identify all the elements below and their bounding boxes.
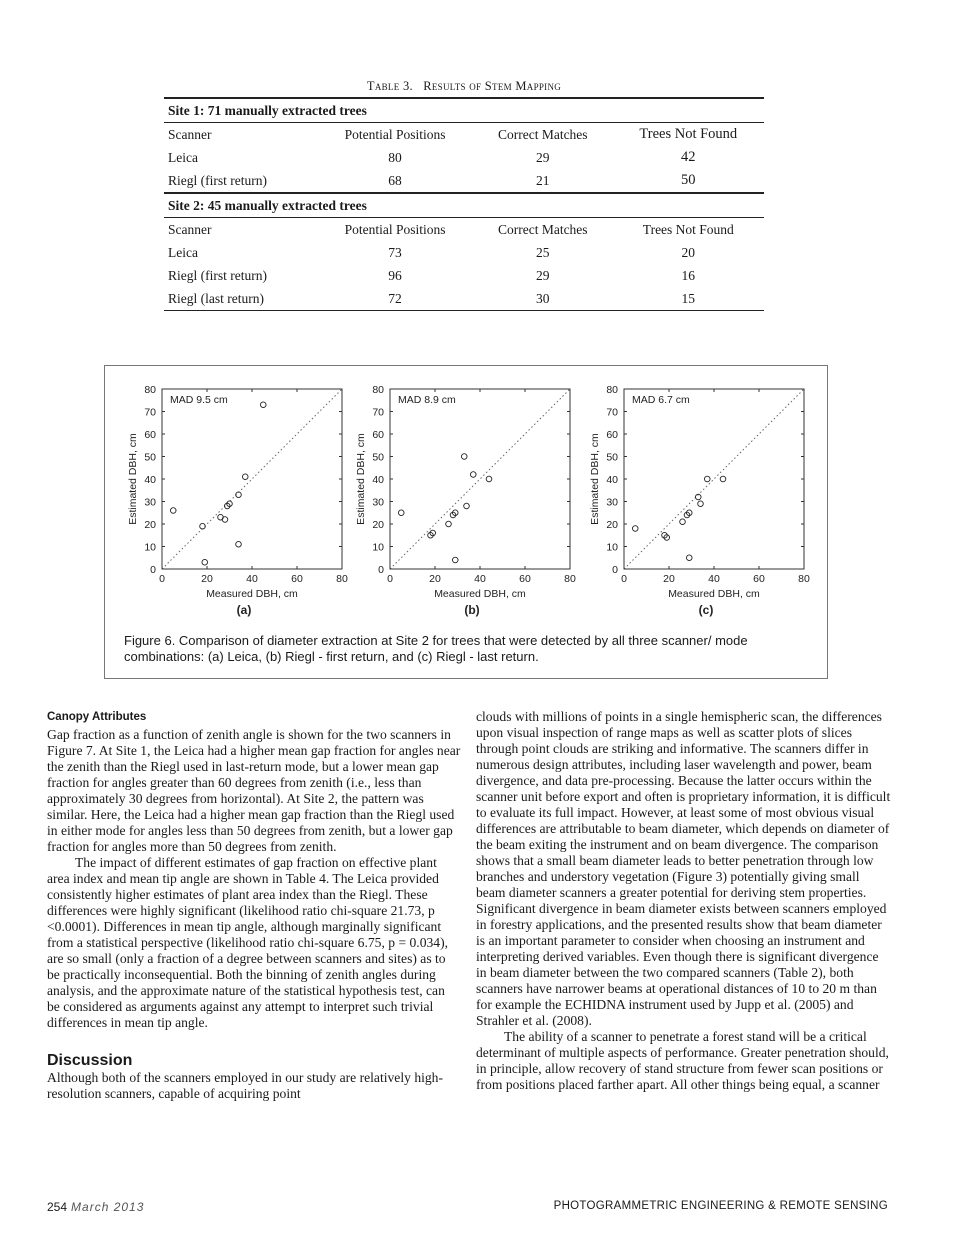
table-header-cell: Scanner <box>164 123 317 147</box>
x-tick-label: 60 <box>519 573 531 585</box>
x-tick-label: 60 <box>753 573 765 585</box>
y-tick-label: 20 <box>144 519 156 531</box>
table-cell: 80 <box>388 149 402 165</box>
data-point <box>202 559 208 565</box>
table-site-row <box>164 193 764 218</box>
data-point <box>260 402 266 408</box>
site1-title: Site 1: 71 manually extracted trees <box>164 98 764 123</box>
y-tick-label: 10 <box>144 541 156 554</box>
y-tick-label: 30 <box>372 496 384 509</box>
one-to-one-line <box>624 389 804 569</box>
site2-title: Site 2: 45 manually extracted trees <box>164 193 764 218</box>
section-heading-canopy: Canopy Attributes <box>47 711 147 723</box>
data-point <box>461 454 467 460</box>
section-heading-discussion: Discussion <box>47 1052 133 1069</box>
mad-annotation: MAD 9.5 cm <box>170 394 228 406</box>
x-tick-label: 20 <box>429 573 441 585</box>
y-tick-label: 50 <box>606 451 618 464</box>
right-text-column <box>476 709 892 1093</box>
figure-6-scatter-plots <box>104 365 828 630</box>
table-cell: 96 <box>388 267 402 283</box>
x-tick-label: 0 <box>621 573 627 585</box>
panel-label: (b) <box>464 603 480 617</box>
x-tick-label: 40 <box>474 573 486 585</box>
table-caption-number: Table 3. <box>366 79 413 93</box>
table-cell: 20 <box>681 244 696 260</box>
data-point <box>632 526 638 532</box>
table-header-cell: Trees Not Found <box>613 218 764 242</box>
one-to-one-line <box>390 389 570 569</box>
table-cell: Leica <box>168 244 198 260</box>
table-cell: Riegl (first return) <box>168 172 267 188</box>
table-row <box>164 241 764 264</box>
x-tick-label: 0 <box>159 573 165 585</box>
data-point <box>170 508 176 514</box>
y-tick-label: 40 <box>606 474 618 486</box>
data-point <box>236 541 242 547</box>
table-cell: 50 <box>681 172 696 188</box>
table-header-cell: Correct Matches <box>473 218 613 242</box>
table-row <box>164 169 764 193</box>
y-axis-label: Estimated DBH, cm <box>589 433 601 525</box>
issue-date: March 2013 <box>71 1200 145 1214</box>
x-tick-label: 20 <box>201 573 213 585</box>
x-tick-label: 40 <box>708 573 720 585</box>
paragraph: clouds with millions of points in a single hemispheric scan, the differences upon visual inspection of range maps as well as scatter plots of slices through point clouds are striking and informative. The scanners differ in numerous design attributes, including laser wavelength and power, beam divergence, and data pre-processing. Because the latter occurs within the scanner unit before export and often is proprietary information, it is difficult to evaluate its full impact. However, at least some of most obvious visual differences are attributable to beam diameter, which depends on diameter of the beam exiting the instrument and on beam divergence. The comparison shows that a small beam diameter leads to better penetration through low branches and understory vegetation (Figure 3) potentially giving small beam diameter scanners a greater potential for deriving stem properties. Significant divergence in beam diameter exists between scanners employed in forestry applications, and the presented results show that beam diameter is an important parameter to consider when choosing an instrument and interpreting derived variables. Even though there is significant divergence in beam diameter between the two compared scanners (Table 2), both scanners have narrower beams at operational distances of 10 to 20 m than for example the ECHIDNA instrument used by Jupp et al. (2005) and Strahler et al. (2008). <box>476 709 891 1028</box>
x-axis-label: Measured DBH, cm <box>434 588 526 600</box>
left-text-column <box>47 709 461 1102</box>
table-row <box>164 264 764 287</box>
table-cell: Riegl (first return) <box>168 267 267 283</box>
table-cell: Leica <box>168 149 198 165</box>
data-point <box>704 476 710 482</box>
x-axis-label: Measured DBH, cm <box>668 588 760 600</box>
table-cell: 15 <box>613 287 764 311</box>
table-caption <box>164 79 764 94</box>
table-cell: 29 <box>536 267 550 283</box>
y-tick-label: 80 <box>606 384 618 396</box>
data-point <box>680 519 686 525</box>
table-header-row <box>164 123 764 147</box>
table-caption-title: Results of Stem Mapping <box>423 79 562 93</box>
x-tick-label: 60 <box>291 573 303 585</box>
data-point <box>446 521 452 527</box>
x-tick-label: 80 <box>564 573 576 585</box>
table-header-cell: Trees Not Found <box>613 123 764 147</box>
x-tick-label: 80 <box>336 573 348 585</box>
y-tick-label: 80 <box>372 384 384 396</box>
data-point <box>486 476 492 482</box>
table-cell: 29 <box>536 149 550 165</box>
x-tick-label: 40 <box>246 573 258 585</box>
data-point <box>470 472 476 478</box>
y-axis-label: Estimated DBH, cm <box>127 433 139 525</box>
table-header-cell: Correct Matches <box>473 123 613 147</box>
data-point <box>242 474 248 480</box>
mad-annotation: MAD 6.7 cm <box>632 394 690 406</box>
y-tick-label: 0 <box>612 564 618 576</box>
y-tick-label: 0 <box>378 564 384 576</box>
page-number: 254 <box>47 1200 68 1214</box>
panel-label: (c) <box>698 603 714 617</box>
paragraph: The impact of different estimates of gap fraction on effective plant area index and mean tip angle are shown in Table 4. The Leica provided consistently higher estimates of plant area index than the Riegl. These differences were highly significant (likelihood ratio chi-square 21.73, p <0.0001). Differences in mean tip angle, although marginally significant from a statistical perspective (likelihood ratio chi-square 6.75, p = 0.034), are so small (only a fraction of a degree between scanners and sites) as to be practically inconsequential. Both the binning of zenith angles during analysis, and the approximate nature of the statistical hypothesis test, can be considered as arguments against any attempt to interpret such trivial differences in mean tip angle. <box>47 855 449 1030</box>
table-header-cell: Potential Positions <box>317 218 473 242</box>
y-axis-label: Estimated DBH, cm <box>355 433 367 525</box>
x-tick-label: 80 <box>798 573 810 585</box>
data-point <box>464 503 470 509</box>
table-cell: 68 <box>388 172 402 188</box>
table-cell: 42 <box>681 149 696 165</box>
y-tick-label: 50 <box>144 451 156 464</box>
y-tick-label: 10 <box>372 541 384 554</box>
y-tick-label: 60 <box>144 429 156 441</box>
y-tick-label: 10 <box>606 541 618 554</box>
y-tick-label: 40 <box>144 474 156 486</box>
table-row <box>164 287 764 311</box>
paragraph: The ability of a scanner to penetrate a forest stand will be a critical determinant of multiple aspects of performance. Greater penetration should, in principle, allow recovery of stand structure from fewer scan positions or from positions placed farther apart. All other things being equal, a scanner <box>476 1029 889 1092</box>
data-point <box>222 517 228 523</box>
table-row <box>164 146 764 169</box>
table-site-row <box>164 98 764 123</box>
one-to-one-line <box>162 389 342 569</box>
y-tick-label: 20 <box>606 519 618 531</box>
y-tick-label: 80 <box>144 384 156 396</box>
table-header-cell: Potential Positions <box>317 123 473 147</box>
footer-page-info <box>47 1200 144 1214</box>
panel-label: (a) <box>236 603 252 617</box>
journal-name: PHOTOGRAMMETRIC ENGINEERING & REMOTE SENSING <box>553 1200 888 1212</box>
data-point <box>720 476 726 482</box>
y-tick-label: 40 <box>372 474 384 486</box>
x-tick-label: 20 <box>663 573 675 585</box>
paragraph: Gap fraction as a function of zenith angle is shown for the two scanners in Figure 7. At Site 1, the Leica had a higher mean gap fraction for angles near the zenith than the Riegl used in last-return mode, but a lower mean gap fraction for angles greater than 60 degrees from zenith (i.e., less than approximately 30 degrees from horizontal). At Site 2, the pattern was similar. Here, the Leica had a higher mean gap fraction than the Riegl used in either mode for angles less than 50 degrees from zenith, but a lower gap fraction for angles more than 50 degrees from zenith. <box>47 727 461 854</box>
table-cell: 25 <box>536 244 550 260</box>
y-tick-label: 60 <box>372 429 384 441</box>
table-header-row <box>164 218 764 242</box>
data-point <box>452 557 458 563</box>
data-point <box>686 555 692 561</box>
table-cell: 72 <box>317 287 473 311</box>
table-cell: 21 <box>536 172 550 188</box>
paragraph: Although both of the scanners employed in our study are relatively high-resolution scanners, capable of acquiring point <box>47 1070 444 1101</box>
y-tick-label: 30 <box>144 496 156 509</box>
stem-mapping-table <box>164 97 764 311</box>
y-tick-label: 60 <box>606 429 618 441</box>
y-tick-label: 0 <box>150 564 156 576</box>
y-tick-label: 70 <box>372 406 384 419</box>
y-tick-label: 70 <box>144 406 156 419</box>
table-cell: Riegl (last return) <box>164 287 317 311</box>
y-tick-label: 70 <box>606 406 618 419</box>
figure-caption: Figure 6. Comparison of diameter extraction at Site 2 for trees that were detected by all three scanner/ mode combinations: (a) Leica, (b) Riegl - first return, and (c) Riegl - last return. <box>124 633 748 664</box>
table-header-cell: Scanner <box>164 218 317 242</box>
data-point <box>698 501 704 507</box>
y-tick-label: 20 <box>372 519 384 531</box>
x-tick-label: 0 <box>387 573 393 585</box>
y-tick-label: 50 <box>372 451 384 464</box>
table-cell: 73 <box>388 244 402 260</box>
x-axis-label: Measured DBH, cm <box>206 588 298 600</box>
table-cell: 16 <box>681 267 696 283</box>
data-point <box>398 510 404 516</box>
y-tick-label: 30 <box>606 496 618 509</box>
mad-annotation: MAD 8.9 cm <box>398 394 456 406</box>
table-cell: 30 <box>473 287 613 311</box>
